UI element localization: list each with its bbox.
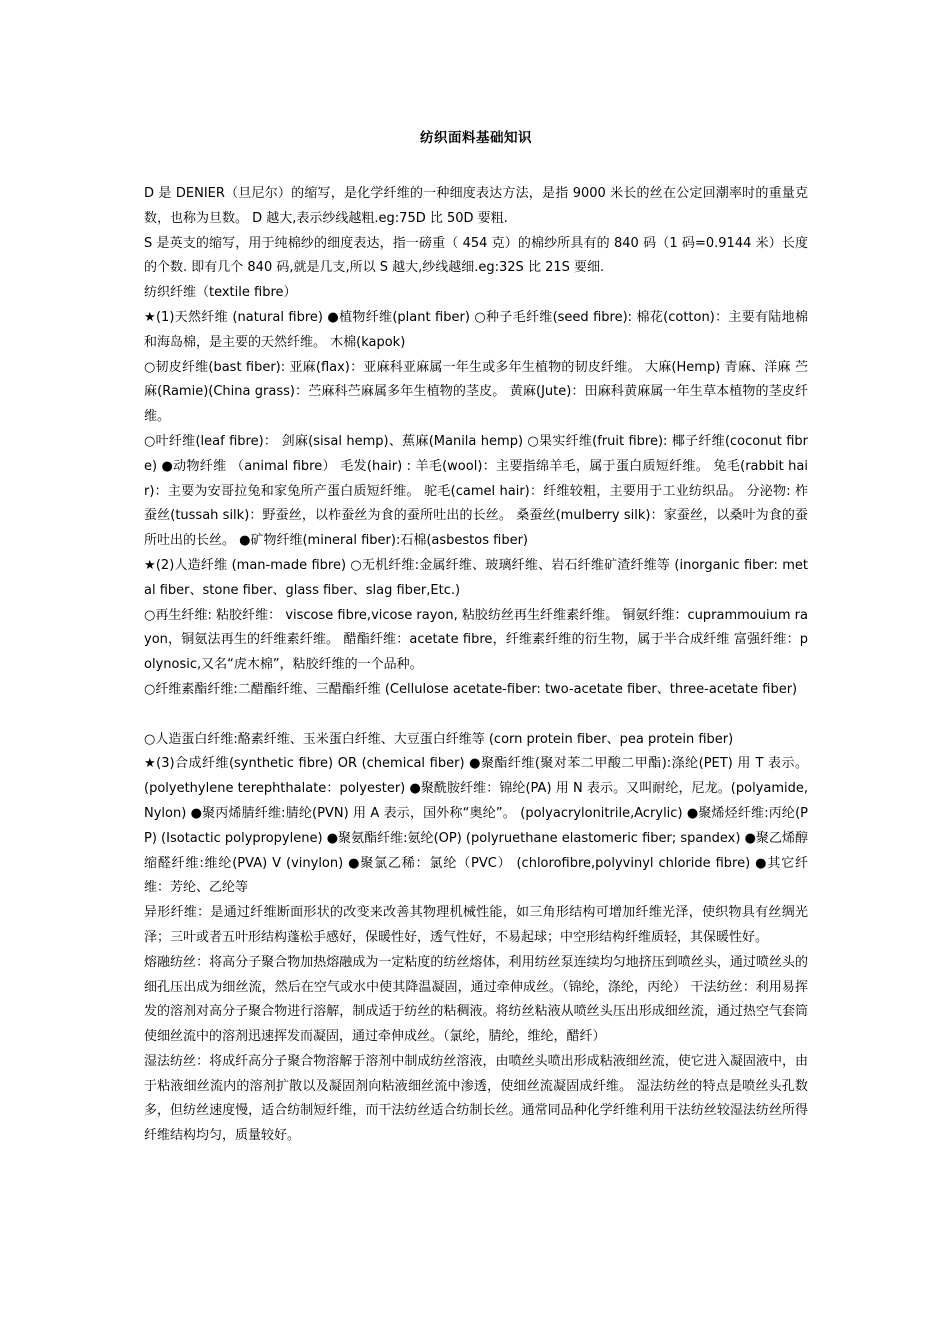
paragraph-leaf-animal-fibre: ○叶纤维(leaf fibre)： 剑麻(sisal hemp)、蕉麻(Manila hemp) ○果实纤维(fruit fibre): 椰子纤维(coconut fibre) ●动物纤维 （animal fibre） 毛发(hair) : 羊毛(wool)：主要指绵羊毛，属于蛋白质短纤维。 兔毛(rabbit hair)：主要为安哥拉兔和家兔所产蛋白质短纤维。 驼毛(camel hair)：纤维较粗，主要用于工业纺织品。 分泌物: 柞蚕丝(tussah silk)：野蚕丝，以柞蚕丝为食的蚕所吐出的长丝。 桑蚕丝(mulberry silk)：家蚕丝，以桑叶为食的蚕所吐出的长丝。 ●矿物纤维(mineral fiber):石棉(asbestos fiber) — [144, 433, 808, 549]
document-page — [144, 126, 808, 1149]
paragraph-wet-spinning: 湿法纺丝：将成纤高分子聚合物溶解于溶剂中制成纺丝溶液，由喷丝头喷出形成粘液细丝流，使它进入凝固液中，由于粘液细丝流内的溶剂扩散以及凝固剂向粘液细丝流中渗透，使细丝流凝固成纤维。 湿法纺丝的特点是喷丝头孔数多，但纺丝速度慢，适合纺制短纤维，而干法纺丝适合纺制长丝。通常同品种化学纤维利用干法纺丝较湿法纺丝所得纤维结构均匀，质量较好。 — [144, 1053, 808, 1144]
paragraph-regenerated-fibre: ○再生纤维: 粘胶纤维： viscose fibre,vicose rayon, 粘胶纺丝再生纤维素纤维。 铜氨纤维：cuprammouium rayon，铜氨法再生的纤维素纤维。 醋酯纤维：acetate fibre，纤维素纤维的衍生物，属于半合成纤维 富强纤维：polynosic,又名“虎木棉”，粘胶纤维的一个品种。 — [144, 607, 808, 673]
paragraph-natural-fibre: ★(1)天然纤维 (natural fibre) ●植物纤维(plant fiber) ○种子毛纤维(seed fibre): 棉花(cotton)：主要有陆地棉和海岛棉，是主要的天然纤维。 木棉(kapok) — [144, 309, 808, 350]
paragraph-cellulose-acetate: ○纤维素酯纤维:二醋酯纤维、三醋酯纤维 (Cellulose acetate-fiber: two-acetate fiber、three-acetate fiber) — [144, 681, 798, 697]
paragraph-denier: D 是 DENIER（旦尼尔）的缩写，是化学纤维的一种细度表达方法，是指 9000 米长的丝在公定回潮率时的重量克数，也称为旦数。 D 越大,表示纱线越粗.eg:75D 比 50D 要粗. — [144, 186, 808, 226]
paragraph-melt-spinning: 熔融纺丝：将高分子聚合物加热熔融成为一定粘度的纺丝熔体，利用纺丝泵连续均匀地挤压到喷丝头，通过喷丝头的细孔压出成为细丝流，然后在空气或水中使其降温凝固，通过牵伸成丝。（锦纶，涤纶，丙纶） 干法纺丝：利用易挥发的溶剂对高分子聚合物进行溶解，制成适于纺丝的粘稠液。将纺丝粘液从喷丝头压出形成细丝流，通过热空气套筒使细丝流中的溶剂迅速挥发而凝固，通过牵伸成丝。（氯纶，腈纶，维纶，醋纤） — [144, 954, 808, 1045]
paragraph-textile-fibre-heading: 纺织纤维（textile fibre） — [144, 285, 297, 301]
paragraph-protein-fibre: ○人造蛋白纤维:酪素纤维、玉米蛋白纤维、大豆蛋白纤维等 (corn protein fiber、pea protein fiber) — [144, 731, 734, 747]
paragraph-man-made-fibre: ★(2)人造纤维 (man-made fibre) ○无机纤维:金属纤维、玻璃纤维、岩石纤维矿渣纤维等 (inorganic fiber: metal fiber、stone fiber、glass fiber、slag fiber,Etc.) — [144, 557, 808, 598]
paragraph-synthetic-fibre: ★(3)合成纤维(synthetic fibre) OR (chemical fiber) ●聚酯纤维(聚对苯二甲酸二甲酯):涤纶(PET) 用 T 表示。 (polyethylene terephthalate：polyester) ●聚酰胺纤维：锦纶(PA) 用 N 表示。又叫耐纶，尼龙。(polyamide, Nylon) ●聚丙烯腈纤维:腈纶(PVN) 用 A 表示，国外称“奥纶”。 (polyacrylonitrile,Acrylic) ●聚烯烃纤维:丙纶(PP) (Isotactic polypropylene) ●聚氨酯纤维:氨纶(OP) (polyruethane elastomeric fiber; spandex) ●聚乙烯醇缩醛纤维:维纶(PVA) V (vinylon) ●聚氯乙稀：氯纶（PVC） (chlorofibre,polyvinyl chloride fibre) ●其它纤维：芳纶、乙纶等 — [144, 756, 808, 896]
paragraph-bast-fiber: ○韧皮纤维(bast fiber): 亚麻(flax)：亚麻科亚麻属一年生或多年生植物的韧皮纤维。 大麻(Hemp) 青麻、洋麻 苎麻(Ramie)(China grass)：苎麻科苎麻属多年生植物的茎皮。 黄麻(Jute)：田麻科黄麻属一年生草本植物的茎皮纤维。 — [144, 359, 808, 425]
document-title: 纺织面料基础知识 — [420, 130, 532, 146]
paragraph-profiled-fibre: 异形纤维：是通过纤维断面形状的改变来改善其物理机械性能，如三角形结构可增加纤维光泽，使织物具有丝绸光泽；三叶或者五叶形结构蓬松手感好，保暖性好，透气性好，不易起球；中空形结构纤维质轻，其保暖性好。 — [144, 905, 808, 945]
paragraph-english-count: S 是英支的缩写，用于纯棉纱的细度表达，指一磅重（ 454 克）的棉纱所具有的 840 码（1 码=0.9144 米）长度的个数. 即有几个 840 码,就是几支,所以 S 越大,纱线越细.eg:32S 比 21S 要细. — [144, 235, 808, 276]
